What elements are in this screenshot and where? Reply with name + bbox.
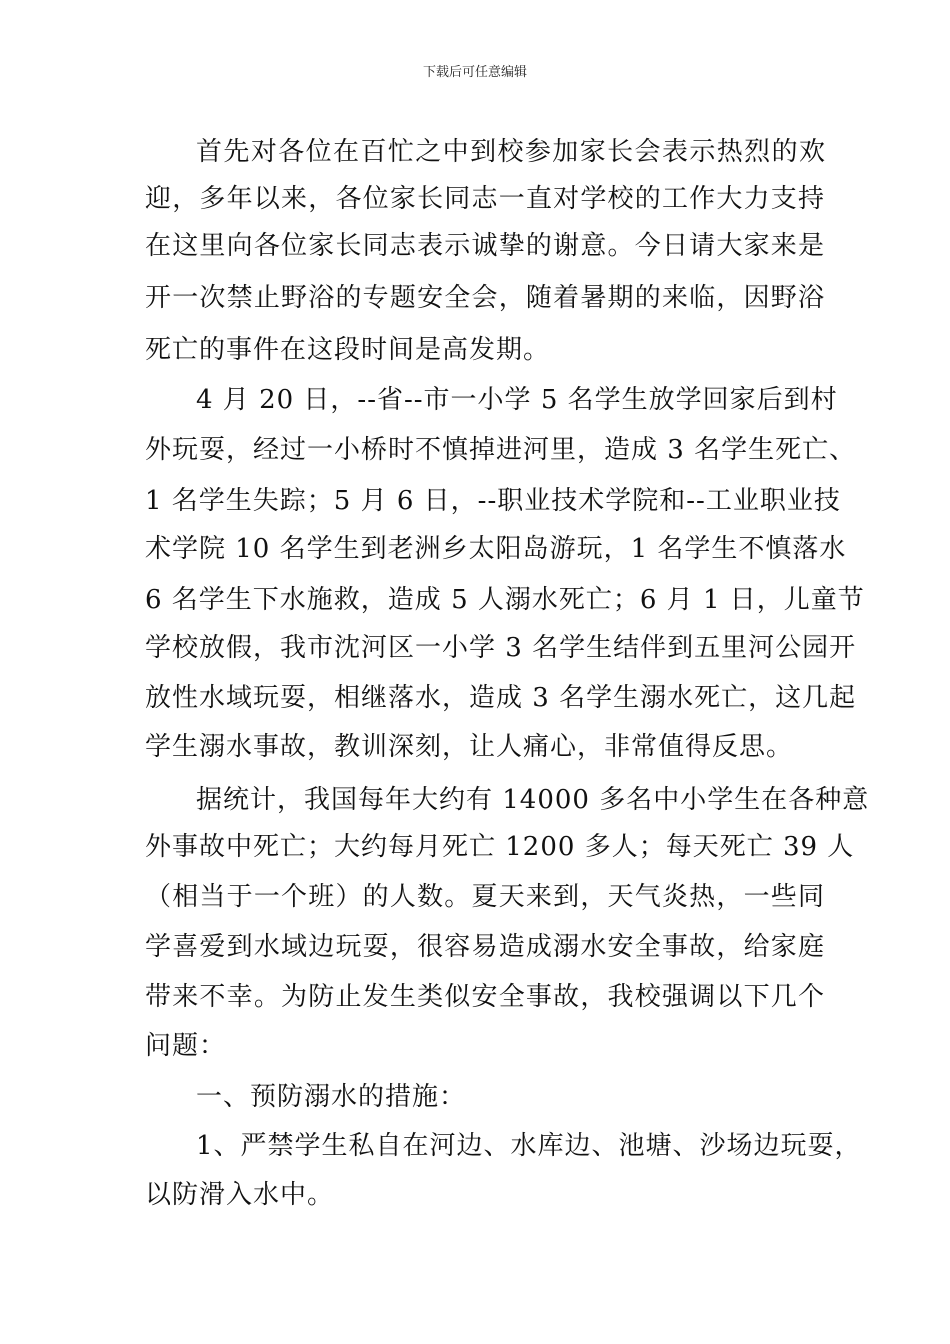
text-line: 问题： [145,1031,227,1061]
page-header: 下载后可任意编辑 [422,65,527,80]
text-line: （相当于一个班）的人数。夏天来到，天气炎热，一些同 [145,882,825,912]
text-line: 学喜爱到水域边玩耍，很容易造成溺水安全事故，给家庭 [145,932,825,962]
text-line: 4 月 20 日，--省--市一小学 5 名学生放学回家后到村 [196,385,838,415]
text-line: 学生溺水事故，教训深刻，让人痛心，非常值得反思。 [145,732,794,762]
text-line: 带来不幸。为防止发生类似安全事故，我校强调以下几个 [145,982,825,1012]
text-line: 术学院 10 名学生到老洲乡太阳岛游玩，1 名学生不慎落水 [145,534,847,564]
text-line: 首先对各位在百忙之中到校参加家长会表示热烈的欢 [196,137,826,167]
text-line: 开一次禁止野浴的专题安全会，随着暑期的来临，因野浴 [145,283,825,313]
text-line: 一、预防溺水的措施： [196,1082,467,1112]
text-line: 1 名学生失踪；5 月 6 日，--职业技术学院和--工业职业技 [145,486,841,516]
text-line: 外事故中死亡；大约每月死亡 1200 多人；每天死亡 39 人 [145,832,855,862]
text-line: 死亡的事件在这段时间是高发期。 [145,335,551,365]
text-line: 外玩耍，经过一小桥时不慎掉进河里，造成 3 名学生死亡、 [145,435,857,465]
text-line: 据统计，我国每年大约有 14000 多名中小学生在各种意 [196,785,870,815]
text-line: 迎，多年以来，各位家长同志一直对学校的工作大力支持 [145,184,825,214]
text-line: 放性水域玩耍，相继落水，造成 3 名学生溺水死亡，这几起 [145,683,857,713]
text-line: 6 名学生下水施救，造成 5 人溺水死亡；6 月 1 日，儿童节 [145,585,865,615]
text-line: 1、严禁学生私自在河边、水库边、池塘、沙场边玩耍， [196,1131,862,1161]
text-line: 在这里向各位家长同志表示诚挚的谢意。今日请大家来是 [145,231,825,261]
text-line: 以防滑入水中。 [145,1180,335,1210]
text-line: 学校放假，我市沈河区一小学 3 名学生结伴到五里河公园开 [145,633,857,663]
